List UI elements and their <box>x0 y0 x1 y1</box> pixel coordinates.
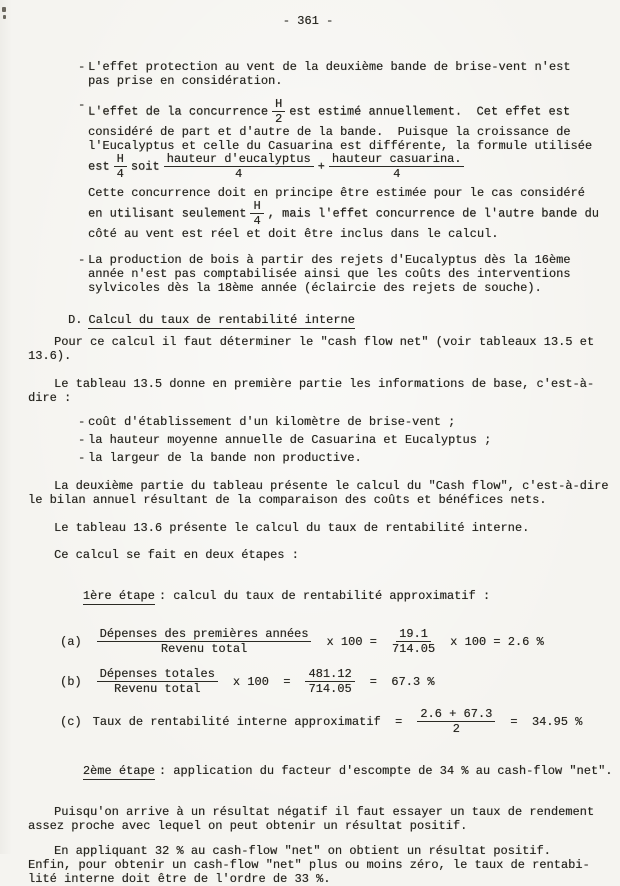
formula-b <box>60 668 620 695</box>
formula-line <box>88 153 620 180</box>
fraction-numerator: 481.12 <box>305 668 354 682</box>
text-line: L'effet protection au vent de la deuxième bande de brise-vent n'est <box>88 60 571 74</box>
fraction-denominator: Revenu total <box>114 682 201 696</box>
fraction-numerator: hauteur casuarina. <box>329 153 465 167</box>
text-line: dire : <box>28 391 72 405</box>
text-line: sylvicoles dès la 18ème année (éclaircie des rejets de souche). <box>88 281 542 295</box>
fraction-numerator: H <box>114 153 127 167</box>
text-segment: L'effet de la concurrence <box>88 104 269 119</box>
fraction-denominator: 2 <box>275 112 283 126</box>
page-number: - 361 - <box>282 14 334 28</box>
bullet-dash: - <box>78 433 86 447</box>
paragraph <box>28 805 620 833</box>
text-segment: soit <box>130 159 160 174</box>
formula-c <box>60 708 620 735</box>
fraction-denominator: 714.05 <box>391 642 436 656</box>
fraction <box>417 708 495 735</box>
bullet-dash: - <box>78 415 86 429</box>
text-line: année n'est pas comptabilisée ainsi que les coûts des interventions <box>88 267 571 281</box>
formula-text: Taux de rentabilité interne approximatif = <box>92 714 403 729</box>
plus-sign: + <box>317 159 325 174</box>
step-label: 1ère étape <box>82 589 155 603</box>
fraction-denominator: Revenu total <box>160 642 248 656</box>
section-heading <box>68 313 620 327</box>
paragraph <box>28 844 620 886</box>
continuation-paragraph <box>88 186 620 241</box>
text-line: Enfin, pour obtenir un cash-flow "net" plus ou moins zéro, le taux de rentabi- <box>28 858 590 872</box>
fraction <box>97 628 312 655</box>
section-title: Calcul du taux de rentabilité interne <box>88 313 355 327</box>
fraction-denominator: 2 <box>452 722 460 736</box>
fraction-numerator: Dépenses totales <box>97 668 218 682</box>
text-line: lité interne doit être de l'ordre de 33 %. <box>28 872 331 886</box>
text-line: la largeur de la bande non productive. <box>88 451 362 465</box>
text-segment: est <box>88 159 110 174</box>
text-line: le bilan annuel résultant de la comparaison des coûts et bénéfices nets. <box>28 493 547 507</box>
paragraph <box>28 521 620 535</box>
text-line: La production de bois à partir des rejets d'Eucalyptus dès la 16ème <box>88 253 571 267</box>
scan-artifact <box>2 7 6 12</box>
fraction-numerator: hauteur d'eucalyptus <box>164 153 314 167</box>
bullet-list-info <box>28 415 620 465</box>
text-segment: en utilisant seulement <box>88 206 247 221</box>
fraction <box>114 153 127 180</box>
formula-label: (c) <box>60 714 82 729</box>
fraction-numerator: Dépenses des premières années <box>97 628 312 642</box>
paragraph <box>28 335 620 363</box>
text-line: Ce calcul se fait en deux étapes : <box>54 548 299 562</box>
fraction-denominator: 4 <box>393 167 401 181</box>
bullet-list-top <box>28 60 620 295</box>
operator: x 100 = <box>326 634 377 649</box>
text-line: 13.6). <box>28 349 72 363</box>
scan-artifact <box>3 15 6 19</box>
formula-a <box>60 628 620 655</box>
text-line <box>88 98 620 125</box>
fraction-denominator: 714.05 <box>308 682 352 696</box>
formula-label: (b) <box>60 674 82 689</box>
fraction-numerator: 2.6 + 67.3 <box>417 708 495 722</box>
fraction-denominator: 4 <box>116 167 124 181</box>
text-line: La deuxième partie du tableau présente le calcul du "Cash flow", c'est-à-dire <box>54 479 609 493</box>
fraction-numerator: 19.1 <box>396 628 431 642</box>
step-text: : calcul du taux de rentabilité approximatif : <box>158 589 491 603</box>
step-text: : application du facteur d'escompte de 34 % au cash-flow "net". <box>158 764 613 778</box>
bullet-dash: - <box>78 60 86 74</box>
step-label: 2ème étape <box>82 764 155 778</box>
list-item <box>78 253 620 295</box>
fraction-numerator: H <box>272 98 285 112</box>
fraction <box>392 628 435 655</box>
fraction <box>97 668 218 695</box>
text-line: l'Eucalyptus et celle du Casuarina est différente, la formule utilisée <box>88 139 593 153</box>
list-item <box>78 433 620 447</box>
text-line: considéré de part et d'autre de la bande. Puisque la croissance de <box>88 125 571 139</box>
operator: x 100 = <box>232 674 291 689</box>
list-item <box>78 60 620 88</box>
list-item <box>78 98 620 241</box>
fraction-denominator: 4 <box>253 214 261 228</box>
fraction <box>272 98 285 125</box>
list-item <box>78 451 620 465</box>
text-line: Le tableau 13.6 présente le calcul du taux de rentabilité interne. <box>54 521 530 535</box>
text-line: la hauteur moyenne annuelle de Casuarina et Eucalyptus ; <box>88 433 492 447</box>
text-line: Le tableau 13.5 donne en première partie les informations de base, c'est-à- <box>54 377 595 391</box>
result: = 67.3 % <box>369 674 435 689</box>
text-segment: est estimé annuellement. Cet effet est <box>289 104 571 119</box>
result: = 34.95 % <box>510 714 583 729</box>
step-2-heading <box>54 750 620 792</box>
fraction-numerator: H <box>250 200 263 214</box>
fraction <box>305 668 354 695</box>
fraction <box>250 200 263 227</box>
step-1-heading <box>54 575 620 617</box>
section-label: D. <box>68 313 83 327</box>
result: x 100 = 2.6 % <box>450 634 544 649</box>
paragraph <box>28 548 620 562</box>
paragraph <box>28 479 620 507</box>
text-line: coût d'établissement d'un kilomètre de brise-vent ; <box>88 415 456 429</box>
fraction-denominator: 4 <box>235 167 243 181</box>
text-line: côté au vent est réel et doit être inclus dans le calcul. <box>88 227 499 241</box>
formula-label: (a) <box>60 634 82 649</box>
fraction <box>164 153 314 180</box>
text-line: pas prise en considération. <box>88 74 283 88</box>
text-line: Cette concurrence doit en principe être estimée pour le cas considéré <box>88 186 585 200</box>
bullet-dash: - <box>78 451 86 465</box>
text-line: assez proche avec lequel on peut obtenir un résultat positif. <box>28 819 468 833</box>
text-line: En appliquant 32 % au cash-flow "net" on obtient un résultat positif. <box>54 844 551 858</box>
fraction <box>329 153 465 180</box>
text-line: Puisqu'on arrive à un résultat négatif il faut essayer un taux de rendement <box>54 805 595 819</box>
text-line <box>88 200 620 227</box>
text-segment: , mais l'effet concurrence de l'autre bande du <box>267 206 599 221</box>
bullet-dash: - <box>78 253 86 267</box>
list-item <box>78 415 620 429</box>
bullet-dash: - <box>78 98 86 112</box>
text-line: Pour ce calcul il faut déterminer le "cash flow net" (voir tableaux 13.5 et <box>54 335 595 349</box>
paragraph <box>28 377 620 405</box>
